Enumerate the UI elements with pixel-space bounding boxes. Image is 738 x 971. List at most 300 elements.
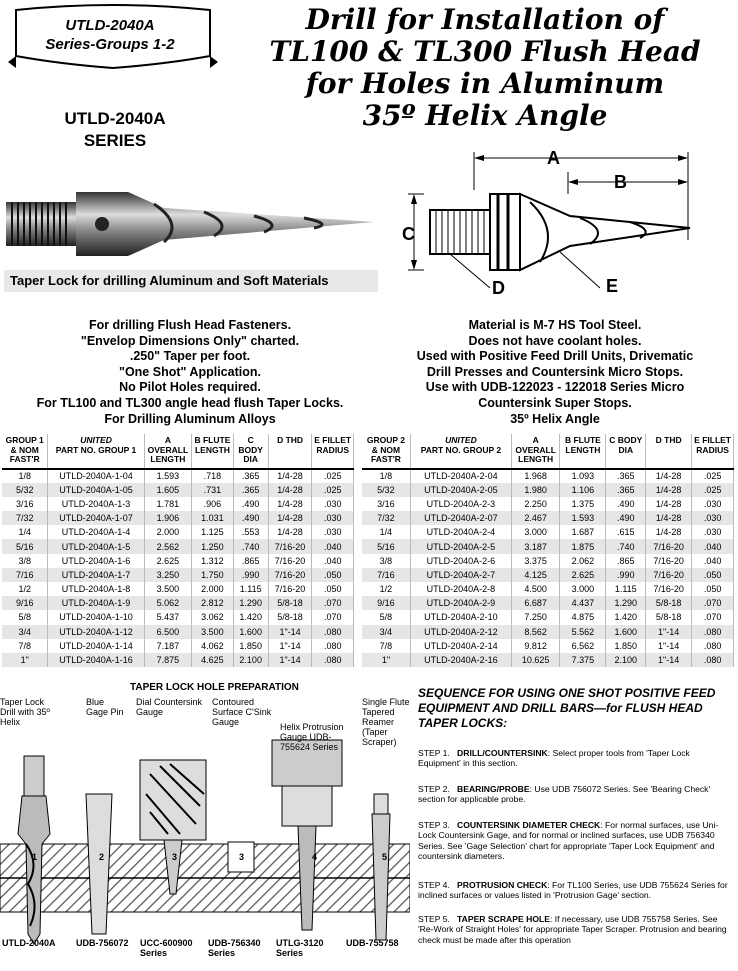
table-cell: .490 <box>233 511 268 525</box>
tool-label-reamer: Single Flute Tapered Reamer (Taper Scraper) <box>362 697 410 747</box>
note-right-1: Material is M-7 HS Tool Steel. <box>468 318 642 332</box>
tool-label-dial-countersink: Dial Countersink Gauge <box>136 697 203 717</box>
step-heading: DRILL/COUNTERSINK <box>457 748 548 758</box>
table-cell: 7/16 <box>362 568 410 582</box>
col-fillet-radius: E FILLET RADIUS <box>692 434 734 469</box>
table-row <box>2 625 354 639</box>
drill-photo <box>4 180 378 268</box>
note-right-5: Use with UDB-122023 - 122018 Series Micro <box>425 380 685 395</box>
table-cell: 7/16-20 <box>268 554 312 568</box>
table-cell: .030 <box>312 525 354 539</box>
note-left-1: For drilling Flush Head Fasteners. <box>88 318 292 332</box>
table-cell: 3/8 <box>2 554 48 568</box>
table-cell: 1.125 <box>192 525 234 539</box>
table-cell: 1/4 <box>362 525 410 539</box>
table-cell: 1.250 <box>192 539 234 553</box>
table-cell: .365 <box>233 483 268 497</box>
table-cell: 7/16-20 <box>646 582 692 596</box>
table-cell: 1.600 <box>606 625 646 639</box>
tool-number-1: 1 <box>32 852 38 862</box>
table-cell: 1.980 <box>511 483 559 497</box>
table-cell: 1/4-28 <box>268 511 312 525</box>
col-body-dia: C BODY DIA <box>606 434 646 469</box>
step-heading: COUNTERSINK DIAMETER CHECK <box>457 820 601 830</box>
col-overall-length: A OVERALL LENGTH <box>144 434 192 469</box>
table-cell: .990 <box>606 568 646 582</box>
col-part-no <box>410 434 511 469</box>
table-cell: UTLD-2040A-2-14 <box>410 639 511 653</box>
tool-label-contoured-csink: Contoured Surface C'Sink Gauge <box>212 697 272 727</box>
dim-label-e: E <box>606 276 619 296</box>
table-cell: UTLD-2040A-2-4 <box>410 525 511 539</box>
table-row <box>2 497 354 511</box>
table-cell: .030 <box>312 511 354 525</box>
table-cell: 1.031 <box>192 511 234 525</box>
table-cell: .080 <box>312 625 354 639</box>
table-cell: .030 <box>692 497 734 511</box>
col-body-dia: C BODY DIA <box>233 434 268 469</box>
table-cell: UTLD-2040A-1-5 <box>48 539 144 553</box>
table-cell: .030 <box>692 511 734 525</box>
table-cell: 7/16-20 <box>646 568 692 582</box>
table-cell: 7/16-20 <box>646 554 692 568</box>
group2-table-body <box>362 469 734 668</box>
table-cell: .990 <box>233 568 268 582</box>
group1-table-body <box>2 469 354 668</box>
table-cell: UTLD-2040A-2-07 <box>410 511 511 525</box>
table-row <box>2 653 354 667</box>
part-label-utlg-3120: UTLG-3120 Series <box>276 938 324 958</box>
col-united-label: UNITED <box>445 435 477 445</box>
table-cell: 4.062 <box>192 639 234 653</box>
table-cell: .070 <box>312 610 354 624</box>
table-cell: 1"-14 <box>646 625 692 639</box>
table-cell: .490 <box>606 497 646 511</box>
table-cell: .040 <box>692 539 734 553</box>
table-cell: UTLD-2040A-1-3 <box>48 497 144 511</box>
table-cell: UTLD-2040A-2-6 <box>410 554 511 568</box>
table-cell: UTLD-2040A-2-9 <box>410 596 511 610</box>
tool-number-5: 5 <box>382 852 388 862</box>
table-cell: UTLD-2040A-2-16 <box>410 653 511 667</box>
table-cell: 3.000 <box>560 582 606 596</box>
table-cell: 5.437 <box>144 610 192 624</box>
table-cell: .080 <box>312 653 354 667</box>
table-cell: .365 <box>606 469 646 483</box>
table-cell: UTLD-2040A-1-7 <box>48 568 144 582</box>
group2-spec-table <box>362 434 734 667</box>
table-cell: 1.906 <box>144 511 192 525</box>
table-cell: 1" <box>2 653 48 667</box>
step-label: STEP 4. <box>418 880 450 890</box>
table-cell: 1.687 <box>560 525 606 539</box>
table-cell: 5/8-18 <box>646 610 692 624</box>
table-cell: 4.437 <box>560 596 606 610</box>
table-cell: 1/2 <box>2 582 48 596</box>
table-cell: 1.420 <box>606 610 646 624</box>
table-cell: 10.625 <box>511 653 559 667</box>
table-cell: 5/16 <box>362 539 410 553</box>
table-cell: 7.875 <box>144 653 192 667</box>
table-cell: .365 <box>233 469 268 483</box>
dim-label-d: D <box>492 278 505 298</box>
table-cell: 5/32 <box>362 483 410 497</box>
table-cell: 6.687 <box>511 596 559 610</box>
table-cell: UTLD-2040A-2-04 <box>410 469 511 483</box>
step-2 <box>418 784 734 805</box>
table-cell: 5/8 <box>362 610 410 624</box>
table-cell: 1/4-28 <box>268 497 312 511</box>
col-thread: D THD <box>646 434 692 469</box>
table-cell: UTLD-2040A-1-6 <box>48 554 144 568</box>
table-row <box>2 469 354 483</box>
col-flute-length: B FLUTE LENGTH <box>192 434 234 469</box>
col-nom-fastener: GROUP 1 & NOM FAST'R <box>2 434 48 469</box>
part-label-udb-755758: UDB-755758 <box>346 938 399 948</box>
notes-right <box>380 318 730 427</box>
drill-dimension-diagram <box>400 150 730 300</box>
table-cell: 1/4-28 <box>646 511 692 525</box>
step-3 <box>418 820 734 862</box>
table-cell: .030 <box>312 497 354 511</box>
table-cell: 1.093 <box>560 469 606 483</box>
table-cell: 1.115 <box>606 582 646 596</box>
table-cell: .025 <box>312 469 354 483</box>
title-line-1: Drill for Installation of <box>305 3 665 36</box>
table-cell: UTLD-2040A-1-07 <box>48 511 144 525</box>
part-label-udb-756340: UDB-756340 Series <box>208 938 261 958</box>
table-cell: UTLD-2040A-1-04 <box>48 469 144 483</box>
table-cell: 3/16 <box>362 497 410 511</box>
table-cell: UTLD-2040A-1-4 <box>48 525 144 539</box>
table-cell: 2.812 <box>192 596 234 610</box>
dim-label-c: C <box>402 224 415 244</box>
note-right-2: Does not have coolant holes. <box>468 333 642 348</box>
table-cell: 5/8-18 <box>646 596 692 610</box>
table-cell: UTLD-2040A-2-12 <box>410 625 511 639</box>
table-cell: .025 <box>692 483 734 497</box>
table-cell: .740 <box>233 539 268 553</box>
table-cell: 7/16-20 <box>268 539 312 553</box>
group1-spec-table <box>2 434 354 667</box>
note-left-6: For TL100 and TL300 angle head flush Taper Locks. <box>36 395 344 410</box>
table-cell: 1.750 <box>192 568 234 582</box>
table-cell: 3/4 <box>2 625 48 639</box>
col-fillet-radius: E FILLET RADIUS <box>312 434 354 469</box>
step-heading: BEARING/PROBE <box>457 784 530 794</box>
table-cell: 1.375 <box>560 497 606 511</box>
table-cell: 1.115 <box>233 582 268 596</box>
table-cell: UTLD-2040A-1-14 <box>48 639 144 653</box>
title-line-2: TL100 & TL300 Flush Head <box>269 35 701 68</box>
table-cell: 7/32 <box>2 511 48 525</box>
tool-number-4: 4 <box>312 852 318 862</box>
table-cell: .080 <box>692 639 734 653</box>
step-label: STEP 3. <box>418 820 450 830</box>
table-cell: .553 <box>233 525 268 539</box>
table-cell: 7.250 <box>511 610 559 624</box>
col-overall-length: A OVERALL LENGTH <box>511 434 559 469</box>
table-cell: 1/4-28 <box>646 497 692 511</box>
table-row <box>362 568 734 582</box>
table-row <box>362 539 734 553</box>
table-cell: 7/16 <box>2 568 48 582</box>
table-row <box>2 596 354 610</box>
table-cell: 1"-14 <box>268 639 312 653</box>
notes-left <box>10 318 370 427</box>
col-flute-length: B FLUTE LENGTH <box>560 434 606 469</box>
table-cell: 7/16-20 <box>268 582 312 596</box>
table-cell: 1.605 <box>144 483 192 497</box>
table-cell: 1/8 <box>362 469 410 483</box>
table-cell: 1.781 <box>144 497 192 511</box>
table-cell: 7/8 <box>2 639 48 653</box>
hole-prep-title: TAPER LOCK HOLE PREPARATION <box>130 682 299 693</box>
table-cell: 5/16 <box>2 539 48 553</box>
table-row <box>362 625 734 639</box>
table-cell: UTLD-2040A-2-5 <box>410 539 511 553</box>
table-row <box>2 568 354 582</box>
table-cell: 5/8 <box>2 610 48 624</box>
table-cell: 5/8-18 <box>268 610 312 624</box>
table-cell: 3.500 <box>192 625 234 639</box>
table-cell: 9/16 <box>2 596 48 610</box>
table-row <box>362 582 734 596</box>
table-cell: 7.375 <box>560 653 606 667</box>
table-cell: 1/4-28 <box>268 483 312 497</box>
table-cell: 9.812 <box>511 639 559 653</box>
step-4 <box>418 880 734 901</box>
banner-line-1: UTLD-2040A <box>65 17 155 34</box>
table-cell: 1" <box>362 653 410 667</box>
table-cell: 3.000 <box>511 525 559 539</box>
table-cell: 3/16 <box>2 497 48 511</box>
table-cell: 1/4-28 <box>268 469 312 483</box>
dim-label-a: A <box>547 148 560 168</box>
photo-caption: Taper Lock for drilling Aluminum and Soft Materials <box>4 270 378 292</box>
table-cell: 1"-14 <box>268 653 312 667</box>
table-cell: 3.062 <box>192 610 234 624</box>
table-cell: 9/16 <box>362 596 410 610</box>
step-text: : Use UDB 756072 Series. See 'Bearing Check' section for applicable probe. <box>418 784 711 805</box>
table-cell: 1/4-28 <box>268 525 312 539</box>
table-cell: 2.625 <box>144 554 192 568</box>
note-right-4: Drill Presses and Countersink Micro Stops. <box>426 364 684 379</box>
table-cell: 1/2 <box>362 582 410 596</box>
tool-number-3b: 3 <box>239 852 245 862</box>
table-cell: UTLD-2040A-2-7 <box>410 568 511 582</box>
table-cell: UTLD-2040A-1-8 <box>48 582 144 596</box>
table-row <box>2 554 354 568</box>
tool-number-3: 3 <box>172 852 178 862</box>
table-cell: 1"-14 <box>646 639 692 653</box>
table-cell: .080 <box>312 639 354 653</box>
table-cell: 8.562 <box>511 625 559 639</box>
table-cell: .615 <box>606 525 646 539</box>
table-cell: .070 <box>692 610 734 624</box>
table-cell: .718 <box>192 469 234 483</box>
table-cell: .080 <box>692 625 734 639</box>
table-cell: UTLD-2040A-2-10 <box>410 610 511 624</box>
table-row <box>362 497 734 511</box>
table-cell: 1.850 <box>606 639 646 653</box>
table-cell: 1/4-28 <box>646 525 692 539</box>
table-cell: 1/8 <box>2 469 48 483</box>
col-nom-fastener: GROUP 2 & NOM FAST'R <box>362 434 410 469</box>
table-cell: .490 <box>233 497 268 511</box>
table-cell: .070 <box>692 596 734 610</box>
table-cell: 3.375 <box>511 554 559 568</box>
table-cell: UTLD-2040A-1-10 <box>48 610 144 624</box>
hole-prep-illustration <box>0 694 410 946</box>
table-cell: 4.625 <box>192 653 234 667</box>
page-title <box>240 4 730 132</box>
table-cell: UTLD-2040A-2-8 <box>410 582 511 596</box>
table-cell: 7.187 <box>144 639 192 653</box>
table-cell: 2.467 <box>511 511 559 525</box>
table-cell: 1.600 <box>233 625 268 639</box>
table-cell: 7/16-20 <box>268 568 312 582</box>
note-right-3: Used with Positive Feed Drill Units, Drivematic <box>416 349 694 364</box>
step-text: : Select proper tools from 'Taper Lock Equipment' in this section. <box>418 748 690 769</box>
table-cell: 1.290 <box>233 596 268 610</box>
step-1 <box>418 748 734 769</box>
table-row <box>2 582 354 596</box>
note-left-4: "One Shot" Application. <box>119 364 261 379</box>
note-right-6: Countersink Super Stops. <box>478 395 632 410</box>
table-cell: 3.250 <box>144 568 192 582</box>
table-cell: 3.500 <box>144 582 192 596</box>
table-cell: 2.100 <box>233 653 268 667</box>
table-cell: UTLD-2040A-1-9 <box>48 596 144 610</box>
part-label-udb-756072: UDB-756072 <box>76 938 129 948</box>
series-label-line-1: UTLD-2040A <box>64 109 166 128</box>
col-part-no-label: PART NO. GROUP 2 <box>420 444 502 455</box>
table-cell: 1.968 <box>511 469 559 483</box>
part-label-utld: UTLD-2040A <box>2 938 56 948</box>
table-cell: 1.312 <box>192 554 234 568</box>
part-label-ucc-600900: UCC-600900 Series <box>140 938 193 958</box>
step-heading: PROTRUSION CHECK <box>457 880 548 890</box>
table-cell: .025 <box>692 469 734 483</box>
table-cell: 1"-14 <box>268 625 312 639</box>
step-heading: TAPER SCRAPE HOLE <box>457 914 550 924</box>
table-cell: .050 <box>692 582 734 596</box>
table-cell: .080 <box>692 653 734 667</box>
note-right-7: 35º Helix Angle <box>510 411 600 426</box>
table-row <box>362 653 734 667</box>
sequence-title: SEQUENCE FOR USING ONE SHOT POSITIVE FEED EQUIPMENT AND DRILL BARS—for FLUSH HEAD TAPER LOCKS: <box>418 686 716 730</box>
table-cell: .731 <box>192 483 234 497</box>
step-5 <box>418 914 734 945</box>
table-cell: 4.875 <box>560 610 606 624</box>
table-cell: 2.562 <box>144 539 192 553</box>
table-cell: 2.000 <box>144 525 192 539</box>
series-label-line-2: SERIES <box>83 131 147 150</box>
table-row <box>2 511 354 525</box>
table-cell: .040 <box>312 554 354 568</box>
table-cell: .030 <box>692 525 734 539</box>
note-left-7: For Drilling Aluminum Alloys <box>104 411 276 426</box>
table-cell: .040 <box>692 554 734 568</box>
table-cell: 1.850 <box>233 639 268 653</box>
table-cell: 6.562 <box>560 639 606 653</box>
tool-label-drill: Taper Lock Drill with 35º Helix <box>0 697 50 727</box>
table-row <box>362 469 734 483</box>
table-cell: 1.420 <box>233 610 268 624</box>
table-cell: 2.250 <box>511 497 559 511</box>
table-row <box>362 511 734 525</box>
table-cell: 1.290 <box>606 596 646 610</box>
table-cell: .070 <box>312 596 354 610</box>
table-cell: UTLD-2040A-2-05 <box>410 483 511 497</box>
tool-number-2: 2 <box>99 852 105 862</box>
table-cell: 1.593 <box>144 469 192 483</box>
table-cell: 1.593 <box>560 511 606 525</box>
table-row <box>2 610 354 624</box>
title-line-4: 35º Helix Angle <box>362 99 608 132</box>
col-part-no <box>48 434 144 469</box>
series-banner-text <box>18 16 202 54</box>
table-cell: 1.106 <box>560 483 606 497</box>
table-cell: 3/8 <box>362 554 410 568</box>
table-cell: 1/4-28 <box>646 483 692 497</box>
table-cell: 2.100 <box>606 653 646 667</box>
table-cell: .050 <box>312 568 354 582</box>
table-cell: 3/4 <box>362 625 410 639</box>
col-united-label: UNITED <box>80 435 112 445</box>
note-left-2: "Envelop Dimensions Only" charted. <box>80 333 300 348</box>
table-cell: 7/8 <box>362 639 410 653</box>
table-cell: .365 <box>606 483 646 497</box>
table-cell: .906 <box>192 497 234 511</box>
table-cell: 5.562 <box>560 625 606 639</box>
title-line-3: for Holes in Aluminum <box>305 67 665 100</box>
table-row <box>2 539 354 553</box>
note-left-3: .250" Taper per foot. <box>129 349 251 364</box>
table-cell: UTLD-2040A-1-12 <box>48 625 144 639</box>
table-row <box>362 639 734 653</box>
series-label <box>40 108 190 152</box>
step-text: : For normal surfaces, use Uni-Lock Countersink Gage, and for normal or inclined surfaces, use UDB 756340 Series. See 'Gage Selection' chart for appropriate 'Taper Lock Equipment' and countersink diameters. <box>418 820 719 862</box>
table-cell: 4.500 <box>511 582 559 596</box>
table-cell: .050 <box>312 582 354 596</box>
note-left-5: No Pilot Holes required. <box>119 380 261 395</box>
table-cell: 5/32 <box>2 483 48 497</box>
table-header-row <box>362 434 734 469</box>
table-cell: 7/16-20 <box>646 539 692 553</box>
table-cell: .025 <box>312 483 354 497</box>
table-row <box>2 483 354 497</box>
step-text: : For TL100 Series, use UDB 755624 Series for inclined surfaces or values listed in 'Protrusion Gage' section. <box>418 880 728 901</box>
table-cell: 2.625 <box>560 568 606 582</box>
table-row <box>2 525 354 539</box>
table-cell: 1/4-28 <box>646 469 692 483</box>
table-row <box>362 596 734 610</box>
step-text: : If necessary, use UDB 755758 Series. See 'Re-Work of Straight Holes' for appropriate Taper Scraper. Protrusion and bearing check must be made after this operation <box>418 914 727 945</box>
table-cell: .050 <box>692 568 734 582</box>
table-cell: .040 <box>312 539 354 553</box>
table-cell: UTLD-2040A-2-3 <box>410 497 511 511</box>
table-cell: 1.875 <box>560 539 606 553</box>
dim-label-b: B <box>614 172 627 192</box>
table-row <box>2 639 354 653</box>
banner-line-2: Series-Groups 1-2 <box>45 36 175 53</box>
col-part-no-label: PART NO. GROUP 1 <box>55 444 137 455</box>
table-cell: UTLD-2040A-1-16 <box>48 653 144 667</box>
table-row <box>362 610 734 624</box>
tool-label-protrusion-gauge: Helix Protrusion Gauge UDB-755624 Series <box>280 722 344 752</box>
